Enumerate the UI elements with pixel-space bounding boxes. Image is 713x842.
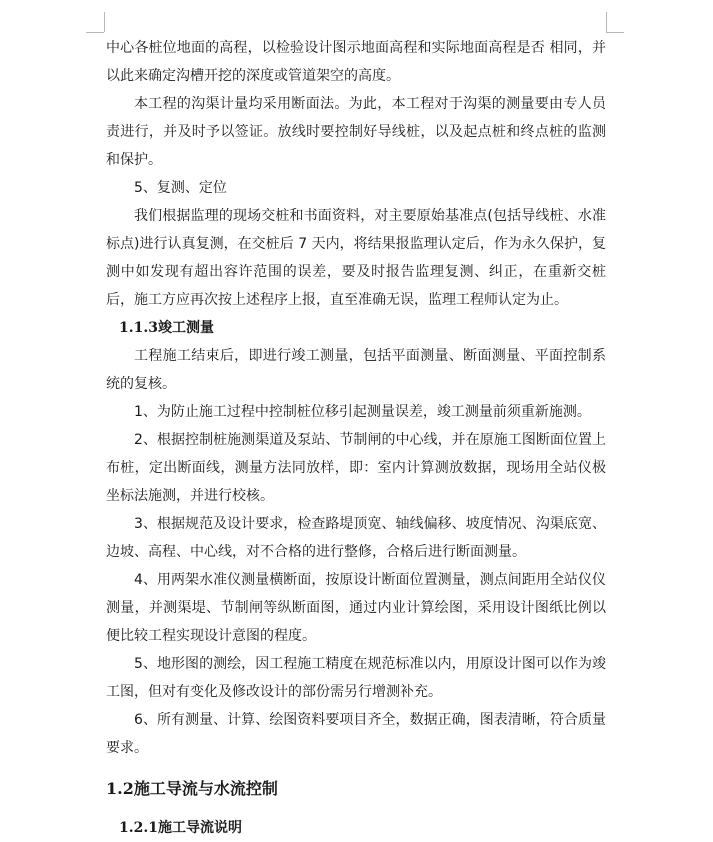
margin-mark-top-right-h [606, 32, 624, 33]
paragraph-item-4: 4、用两架水准仪测量横断面，按原设计断面位置测量，测点间距用全站仪仪测量，并测渠堤、节制闸等纵断面图，通过内业计算绘图，采用设计图纸比例以便比较工程实现设计意图的程度。 [106, 572, 606, 644]
paragraph-item-2: 2、根据控制桩施测渠道及泵站、节制闸的中心线，并在原施工图断面位置上布桩，定出断面线，测量方法同放样，即：室内计算测放数据，现场用全站仪极坐标法施测，并进行校核。 [106, 432, 606, 504]
margin-mark-top-left-v [104, 12, 105, 32]
paragraph-item-1: 1、为防止施工过程中控制桩位移引起测量误差，竣工测量前须重新施测。 [134, 404, 591, 420]
section-heading-completion-survey: 1.1.3竣工测量 [119, 320, 214, 336]
paragraph-recheck-heading: 5、复测、定位 [134, 180, 227, 196]
paragraph-item-3: 3、根据规范及设计要求，检查路堤顶宽、轴线偏移、坡度情况、沟渠底宽、边坡、高程、中心线，对不合格的进行整修，合格后进行断面测量。 [106, 516, 606, 560]
document-body [106, 34, 606, 842]
section-heading-diversion-control: 1.2施工导流与水流控制 [106, 779, 278, 798]
paragraph-item-6: 6、所有测量、计算、绘图资料要项目齐全，数据正确，图表清晰，符合质量要求。 [106, 712, 606, 756]
paragraph-recheck-procedure: 我们根据监理的现场交桩和书面资料，对主要原始基准点(包括导线桩、水准标点)进行认真复测，在交桩后 7 天内，将结果报监理认定后，作为永久保护，复测中如发现有超出容许范围的误差，要及时报告监理复测、纠正，在重新交桩后，施工方应再次按上述程序上报，直至准确无误，监理工程师认定为止。 [106, 208, 606, 308]
paragraph-completion-intro: 工程施工结束后，即进行竣工测量，包括平面测量、断面测量、平面控制系统的复核。 [106, 348, 606, 392]
paragraph-item-5: 5、地形图的测绘，因工程施工精度在规范标准以内，用原设计图可以作为竣工图，但对有变化及修改设计的部份需另行增测补充。 [106, 656, 606, 700]
margin-mark-top-right-v [606, 12, 607, 32]
paragraph-elevation-check: 中心各桩位地面的高程，以检验设计图示地面高程和实际地面高程是否 相同，并以此来确定沟槽开挖的深度或管道架空的高度。 [106, 40, 606, 84]
section-heading-diversion-description: 1.2.1施工导流说明 [119, 820, 242, 836]
margin-mark-top-left-h [86, 32, 104, 33]
paragraph-ditch-measurement: 本工程的沟渠计量均采用断面法。为此，本工程对于沟渠的测量要由专人员责进行，并及时予以签证。放线时要控制好导线桩，以及起点桩和终点桩的监测和保护。 [106, 96, 606, 168]
